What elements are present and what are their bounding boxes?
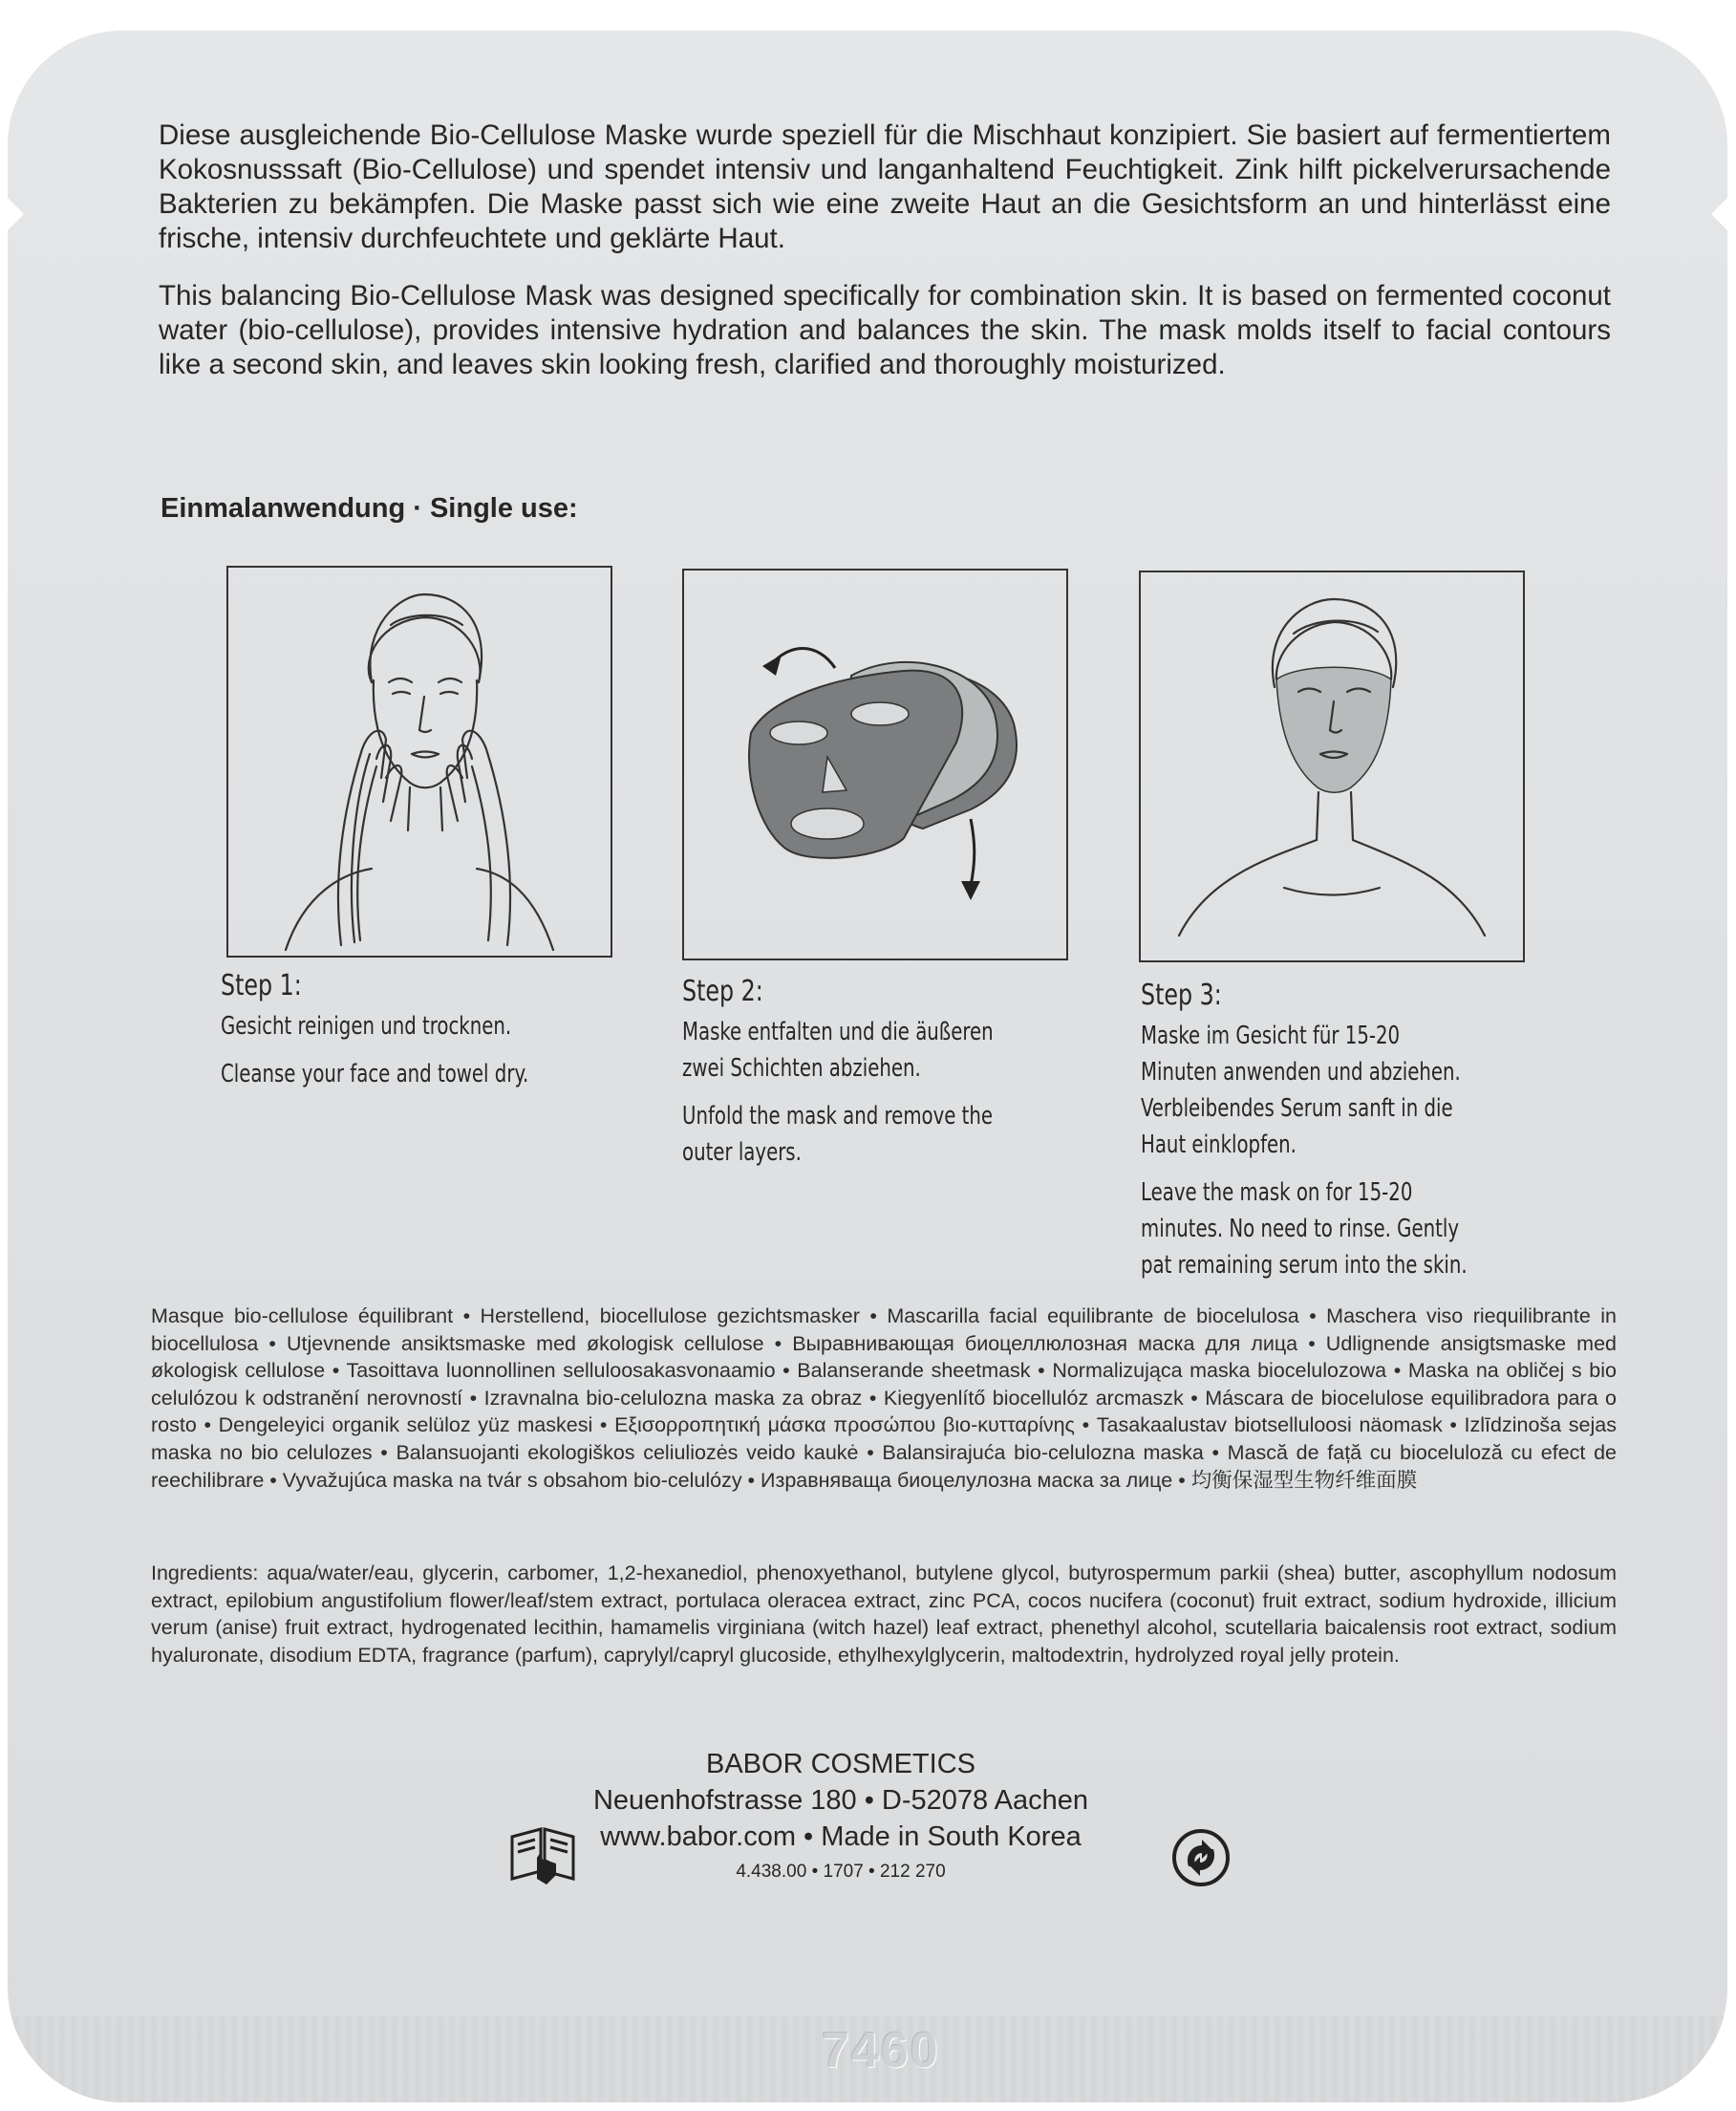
company-web: www.babor.com • Made in South Korea (600, 1821, 1082, 1852)
step-2-text (682, 975, 1083, 1171)
intro-english: This balancing Bio-Cellulose Mask was designed specifically for combination skin. It is based on fermented coconut water (bio-cellulose), provides intensive hydration and balances the skin. The mask molds itself to facial contours like a second skin, and leaves skin looking fresh, clarified and thoroughly moisturized. (159, 280, 1611, 380)
step-3-en-line: minutes. No need to rinse. Gently (1141, 1215, 1460, 1243)
intro-german: Diese ausgleichende Bio-Cellulose Maske wurde speziell für die Mischhaut konzipiert. Sie basiert auf fermentiertem Kokosnusssaft (Bio-Cellulose) und spendet intensiv und langanhaltend Feuchtigkeit. Zink hilft pickelverursachende Bakterien zu bekämpfen. Die Maske passt sich wie eine zweite Haut an die Gesichtsform an und hinterlässt eine frische, intensiv durchfeuchtete und geklärte Haut. (159, 119, 1611, 254)
step-3-de-line: Verbleibendes Serum sanft in die (1141, 1094, 1453, 1123)
step-2-de-line: zwei Schichten abziehen. (682, 1054, 921, 1083)
step-3-text (1141, 979, 1542, 1283)
ingredients-list: Ingredients: aqua/water/eau, glycerin, carbomer, 1,2-hexanediol, phenoxyethanol, butylene glycol, butyrospermum parkii (shea) butter, ascophyllum nodosum extract, epilobium angustifolium flower/leaf/stem extract, portulaca oleracea extract, zinc PCA, cocos nucifera (coconut) fruit extract, sodium hydroxide, illicium verum (anise) fruit extract, hydrogenated lecithin, hamamelis virginiana (witch hazel) leaf extract, phenethyl alcohol, scutellaria baicalensis root extract, sodium hyaluronate, disodium EDTA, fragrance (parfum), caprylyl/capryl glucoside, ethylhexylglycerin, maltodextrin, hydrolyzed royal jelly protein. (151, 1562, 1617, 1667)
recycle-green-dot-icon (1171, 1828, 1231, 1887)
step-2-de-line: Maske entfalten und die äußeren (682, 1018, 994, 1046)
step-2-illustration (682, 569, 1068, 960)
step-3-en-line: Leave the mask on for 15-20 (1141, 1178, 1413, 1207)
step-2-en-line: Unfold the mask and remove the (682, 1102, 994, 1131)
company-address: Neuenhofstrasse 180 • D-52078 Aachen (592, 1785, 1088, 1816)
company-name: BABOR COSMETICS (706, 1749, 975, 1779)
step-1-en-line: Cleanse your face and towel dry. (221, 1060, 529, 1088)
product-name-translations: Masque bio-cellulose équilibrant • Herstellend, biocellulose gezichtsmasker • Mascarilla facial equilibrante de biocelulosa • Maschera viso riequilibrante in biocellulosa • Utjevnende ansiktsmaske med økologisk cellulose • Выравнивающая биоцеллюлозная маска для лица • Udlignende ansigtsmaske med økologisk cellulose • Tasoittava luonnollinen selluloosakasvonaamio • Balanserande sheetmask • Normalizująca maska biocelulozowa • Maska na obličej s bio celulózou k odstranění nerovností • Izravnalna bio-celulozna maska za obraz • Kiegyenlítő biocellulóz arcmaszk • Máscara de biocelulose equilibradora para o rosto • Dengeleyici organik selüloz yüz maskesi • Εξισορροπητική μάσκα προσώπου βιο-κυτταρίνης • Tasakaalustav biotselluloosi näomask • Izlīdzinoša sejas maska no bio celulozes • Balansuojanti ekologiškos celiuliozės veido kaukė • Balansirajuća bio-celulozna maska • Mască de față cu bioceluloză cu efect de reechilibrare • Vyvažujúca maska na tvár s obsahom bio-celulózy • Изравняваща биоцелулозна маска за лице • 均衡保湿型生物纤维面膜 (151, 1304, 1617, 1492)
tear-notch-left (8, 191, 24, 237)
embossed-batch-code: 7460 (822, 2023, 940, 2079)
step-3-de-line: Minuten anwenden und abziehen. (1141, 1058, 1461, 1087)
step-3-en-line: pat remaining serum into the skin. (1141, 1251, 1468, 1280)
step-2-title: Step 2: (682, 975, 763, 1008)
step-3-title: Step 3: (1141, 979, 1222, 1012)
step-3-de-line: Haut einklopfen. (1141, 1131, 1297, 1159)
step-1-text (221, 969, 622, 1092)
product-code: 4.438.00 • 1707 • 212 270 (736, 1862, 946, 1882)
step-1-de-line: Gesicht reinigen und trocknen. (221, 1012, 512, 1041)
step-2-en-line: outer layers. (682, 1138, 802, 1167)
face-with-mask-icon (1141, 572, 1523, 960)
step-3-illustration (1139, 571, 1525, 962)
usage-title: Einmalanwendung · Single use: (161, 493, 578, 524)
step-1-title: Step 1: (221, 969, 302, 1002)
read-instructions-icon (508, 1823, 577, 1886)
step-1-illustration (226, 566, 612, 958)
sheet-mask-unfold-icon (684, 571, 1066, 959)
step-3-de-line: Maske im Gesicht für 15-20 (1141, 1022, 1401, 1050)
face-cleansing-hands-icon (228, 568, 611, 956)
tear-notch-right (1711, 191, 1727, 237)
